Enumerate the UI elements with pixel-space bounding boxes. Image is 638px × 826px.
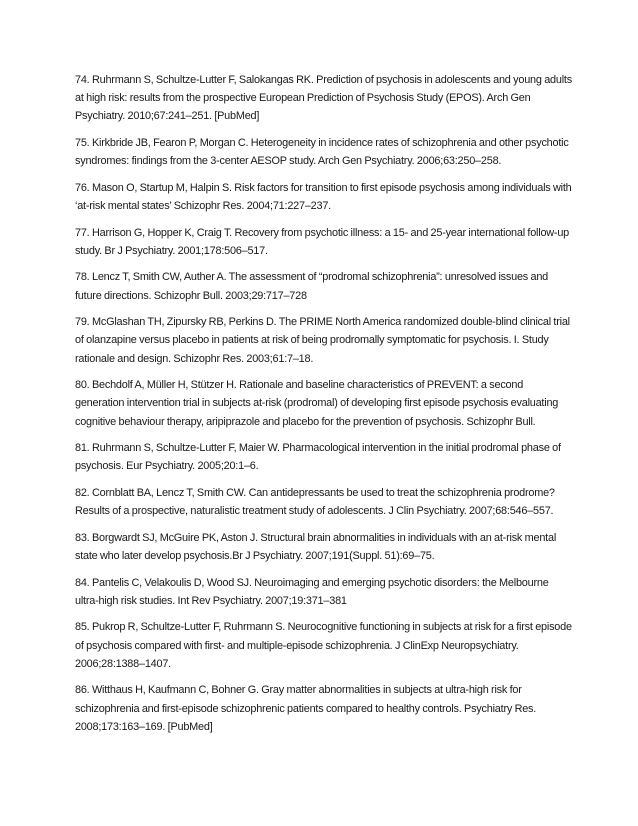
reference-77: 77. Harrison G, Hopper K, Craig T. Recovery from psychotic illness: a 15- and 25-year international follow-up study. Br J Psychiatry. 2001;178:506–517. bbox=[75, 226, 570, 257]
reference-84: 84. Pantelis C, Velakoulis D, Wood SJ. Neuroimaging and emerging psychotic disorders: the Melbourne ultra-high risk studies. Int Rev Psychiatry. 2007;19:371–381 bbox=[75, 576, 549, 607]
reference-83: 83. Borgwardt SJ, McGuire PK, Aston J. Structural brain abnormalities in individuals with an at-risk mental state who later develop psychosis.Br J Psychiatry. 2007;191(Suppl. 51):69–75. bbox=[75, 531, 557, 562]
reference-76: 76. Mason O, Startup M, Halpin S. Risk factors for transition to first episode psychosis among individuals with ‘at-risk mental states’ Schizophr Res. 2004;71:227–237. bbox=[75, 181, 572, 212]
reference-86: 86. Witthaus H, Kaufmann C, Bohner G. Gray matter abnormalities in subjects at ultra-high risk for schizophrenia and first-episode schizophrenic patients compared to healthy controls. Psychiatry Res. 2008;173:163–169. [PubMed] bbox=[75, 684, 537, 733]
reference-80: 80. Bechdolf A, Müller H, Stützer H. Rationale and baseline characteristics of PREVENT: a second generation intervention trial in subjects at-risk (prodromal) of developing first episode psychosis evaluating cognitive behaviour therapy, aripiprazole and placebo for the prevention of psychosis. Schizophr Bull. bbox=[75, 379, 559, 428]
reference-list bbox=[75, 71, 573, 744]
reference-75: 75. Kirkbride JB, Fearon P, Morgan C. Heterogeneity in incidence rates of schizophrenia and other psychotic syndromes: findings from the 3-center AESOP study. Arch Gen Psychiatry. 2006;63:250–258. bbox=[75, 137, 569, 168]
reference-81: 81. Ruhrmann S, Schultze-Lutter F, Maier W. Pharmacological intervention in the initial prodromal phase of psychosis. Eur Psychiatry. 2005;20:1–6. bbox=[75, 442, 561, 473]
reference-79: 79. McGlashan TH, Zipursky RB, Perkins D. The PRIME North America randomized double-blind clinical trial of olanzapine versus placebo in patients at risk of being prodromally symptomatic for psychosis. I. Study rationale and design. Schizophr Res. 2003;61:7–18. bbox=[75, 316, 570, 365]
reference-78: 78. Lencz T, Smith CW, Auther A. The assessment of “prodromal schizophrenia”: unresolved issues and future directions. Schizophr Bull. 2003;29:717–728 bbox=[75, 271, 549, 302]
reference-85: 85. Pukrop R, Schultze-Lutter F, Ruhrmann S. Neurocognitive functioning in subjects at risk for a first episode of psychosis compared with first- and multiple-episode schizophrenia. J ClinExp Neuropsychiatry. 2006;28:1388–1407. bbox=[75, 621, 572, 670]
reference-74: 74. Ruhrmann S, Schultze-Lutter F, Salokangas RK. Prediction of psychosis in adolescents and young adults at high risk: results from the prospective European Prediction of Psychosis Study (EPOS). Arch Gen Psychiatry. 2010;67:241–251. [PubMed] bbox=[75, 74, 572, 123]
reference-82: 82. Cornblatt BA, Lencz T, Smith CW. Can antidepressants be used to treat the schizophrenia prodrome? Results of a prospective, naturalistic treatment study of adolescents. J Clin Psychiatry. 2007;68:546–557. bbox=[75, 486, 555, 518]
